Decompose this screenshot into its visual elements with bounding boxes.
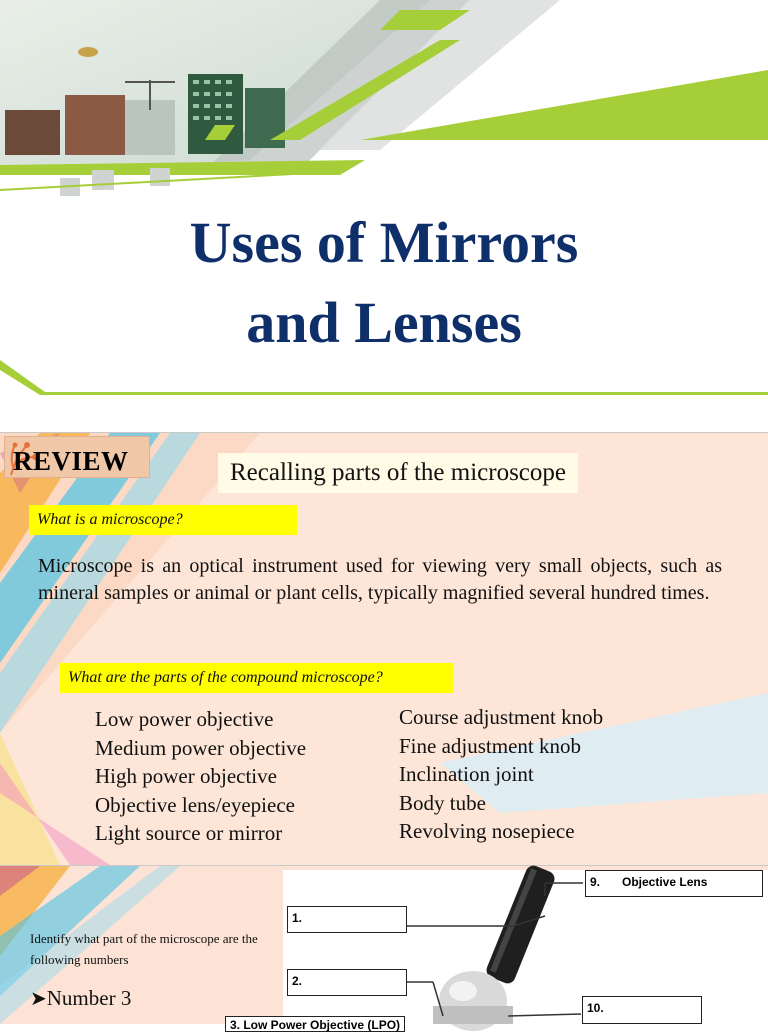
question-parts: What are the parts of the compound microscope? — [60, 663, 453, 693]
label-box-9 — [585, 870, 763, 897]
number-label: Number 3 — [46, 986, 132, 1010]
list-item: Objective lens/eyepiece — [95, 792, 295, 817]
label-box-2: 2. — [287, 969, 407, 996]
list-item: High power objective — [95, 764, 277, 788]
parts-list-right — [399, 703, 603, 846]
label-9-text: Objective Lens — [622, 875, 708, 889]
microscope-definition: Microscope is an optical instrument used for viewing very small objects, such as mineral samples or animal or plant cells, typically magnified several hundred times. — [38, 555, 722, 604]
list-item: Inclination joint — [399, 762, 534, 786]
list-item: Light source or mirror — [95, 821, 283, 845]
list-item: Revolving nosepiece — [399, 819, 575, 843]
number-prompt — [30, 986, 131, 1011]
slide-heading: Recalling parts of the microscope — [218, 453, 578, 493]
title-line-1: Uses of Mirrors — [189, 210, 579, 275]
label-box-1: 1. — [287, 906, 407, 933]
label-9-number: 9. — [590, 875, 601, 889]
list-item: Course adjustment knob — [399, 705, 604, 729]
label-box-3: 3. Low Power Objective (LPO) — [225, 1016, 405, 1032]
title-slide — [0, 0, 768, 400]
arrow-bullet-icon: ➤ — [30, 988, 47, 1010]
title-line-2: and Lenses — [246, 290, 522, 355]
label-box-10: 10. — [582, 996, 702, 1024]
list-item: Low power objective — [95, 707, 274, 731]
list-item: Fine adjustment knob — [399, 733, 581, 758]
instruction-text: Identify what part of the microscope are the following numbers — [30, 931, 258, 967]
parts-list-left — [95, 705, 306, 848]
list-item: Medium power objective — [95, 735, 307, 760]
review-badge — [4, 436, 150, 478]
list-item: Body tube — [399, 790, 486, 815]
review-label: REVIEW — [13, 446, 129, 476]
identify-parts-slide — [0, 866, 768, 1032]
question-what-is-microscope: What is a microscope? — [29, 505, 297, 535]
review-slide — [0, 432, 768, 866]
